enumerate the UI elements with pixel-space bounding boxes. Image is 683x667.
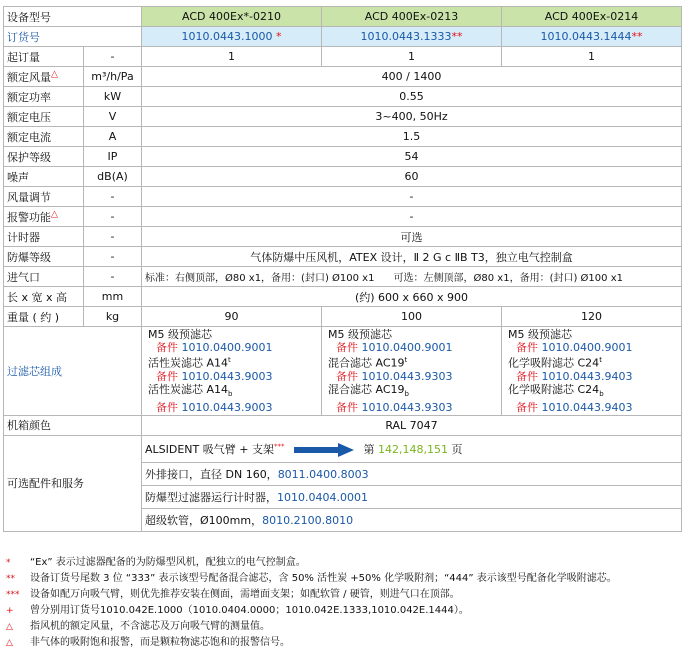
footnote (6, 619, 617, 635)
spec-label (4, 267, 84, 287)
order-code: 1010.0443.1333 (360, 30, 452, 43)
filter-part (502, 370, 681, 383)
option-row (4, 435, 682, 462)
spec-row (4, 207, 682, 227)
spec-row (4, 107, 682, 127)
spec-value: - (142, 187, 682, 207)
spec-unit: A (84, 127, 142, 147)
housing-row (4, 415, 682, 435)
weight-value: 120 (502, 307, 682, 327)
weight-value: 100 (322, 307, 502, 327)
filter-name-text: M5 级预滤芯 (508, 328, 572, 341)
footnote-text: “Ex” 表示过滤器配备的为防爆型风机，配独立的电气控制盒。 (30, 557, 306, 568)
spec-row (4, 127, 682, 147)
moq-value: 1 (502, 47, 682, 67)
spec-row (4, 247, 682, 267)
part-code: 1010.0400.9001 (361, 341, 453, 354)
spec-value: 54 (142, 147, 682, 167)
spec-unit: kW (84, 87, 142, 107)
part-code: 1010.0443.9303 (361, 400, 453, 414)
model-header-row (4, 7, 682, 27)
moq-value: 1 (322, 47, 502, 67)
part-word: 备件 (336, 400, 358, 414)
spec-label (4, 87, 84, 107)
spec-rows (4, 67, 682, 307)
footnote-mark: ** (6, 574, 15, 584)
spec-label-text: 额定电流 (7, 130, 51, 144)
option-arm (142, 435, 682, 462)
spec-label (4, 107, 84, 127)
spec-value: 可选 (142, 227, 682, 247)
option-arm-pages: 142,148,151 (377, 442, 448, 456)
footnote-mark: + (6, 606, 14, 616)
spec-value: 3~400, 50Hz (142, 107, 682, 127)
spec-row (4, 87, 682, 107)
spec-label-text: 进气口 (7, 270, 40, 284)
model-name: ACD 400Ex-0213 (322, 7, 502, 27)
footnote-text: 曾分别用订货号1010.042E.1000（1010.0404.0000；1010.042E.1333,1010.042E.1444）。 (30, 605, 469, 616)
spec-row (4, 227, 682, 247)
order-code-cell (142, 27, 322, 47)
part-word: 备件 (336, 369, 358, 383)
filter-part (322, 341, 501, 354)
filter-name-text: 混合滤芯 AC19 (328, 382, 405, 396)
spec-value: 1.5 (142, 127, 682, 147)
filter-name (502, 354, 681, 370)
spec-label-text: 额定电压 (7, 110, 51, 124)
spec-table-wrapper (3, 6, 681, 532)
spec-label-text: 噪声 (7, 170, 29, 184)
spec-label-text: 额定风量 (7, 70, 51, 84)
filter-name (322, 383, 501, 401)
option-arm-mark: *** (273, 442, 285, 451)
housing-value: RAL 7047 (142, 415, 682, 435)
footnote-text: 指风机的额定风量，不含滤芯及万向吸气臂的测量值。 (30, 621, 270, 632)
footnote-mark: * (6, 558, 11, 568)
filter-mark: b (599, 389, 604, 398)
order-mark: ** (451, 30, 463, 43)
spec-value: 400 / 1400 (142, 67, 682, 87)
footnote (6, 603, 617, 619)
option-hose-code: 8010.2100.8010 (262, 513, 354, 527)
part-word: 备件 (336, 341, 358, 354)
spec-label-text: 风量调节 (7, 190, 51, 204)
spec-value: 标准：右侧顶部，Ø80 x1，备用：(封口) Ø100 x1 可选：左侧顶部，Ø80 x1，备用：(封口) Ø100 x1 (142, 267, 682, 287)
warning-triangle-icon: △ (51, 208, 58, 219)
moq-label: 起订量 (4, 47, 84, 67)
moq-unit: - (84, 47, 142, 67)
weight-value: 90 (142, 307, 322, 327)
weight-unit: kg (84, 307, 142, 327)
spec-unit: - (84, 207, 142, 227)
spec-unit: - (84, 267, 142, 287)
moq-value: 1 (142, 47, 322, 67)
spec-unit: - (84, 187, 142, 207)
filter-name (502, 328, 681, 341)
filter-name (322, 354, 501, 370)
filter-column (502, 327, 682, 416)
order-row (4, 27, 682, 47)
order-code: 1010.0443.1444 (540, 30, 632, 43)
filter-column (322, 327, 502, 416)
footnote-mark: *** (6, 590, 20, 600)
order-code: 1010.0443.1000 (181, 30, 273, 43)
filter-mark: t (404, 356, 408, 364)
spec-unit: V (84, 107, 142, 127)
option-arm-text: ALSIDENT 吸气臂 + 支架 (145, 442, 274, 456)
option-port-text: 外排接口，直径 DN 160， (145, 467, 278, 481)
order-code-cell (322, 27, 502, 47)
spec-label (4, 127, 84, 147)
footnote-text: 设备如配万向吸气臂，则优先推荐安装在侧面，需增面支架；如配软管 / 硬管，则进气口在顶部。 (30, 589, 460, 600)
part-code: 1010.0443.9003 (181, 369, 273, 383)
arrow-right-icon (294, 443, 354, 457)
part-word: 备件 (156, 341, 178, 354)
options-label: 可选配件和服务 (4, 435, 142, 531)
spec-label (4, 147, 84, 167)
filter-part (502, 401, 681, 414)
part-word: 备件 (516, 369, 538, 383)
filter-part (142, 341, 321, 354)
filter-mark: b (404, 389, 409, 398)
spec-unit: m³/h/Pa (84, 67, 142, 87)
filter-name (142, 328, 321, 341)
filter-name (502, 383, 681, 401)
footnote (6, 571, 617, 587)
filter-label: 过滤芯组成 (4, 327, 142, 416)
filter-name (322, 328, 501, 341)
filter-part (322, 370, 501, 383)
footnote-text: 非气体的吸附饱和报警，而是颗粒物滤芯饱和的报警信号。 (30, 637, 290, 648)
spec-unit: mm (84, 287, 142, 307)
spec-label-text: 额定功率 (7, 90, 51, 104)
spec-unit: IP (84, 147, 142, 167)
spec-label-text: 防爆等级 (7, 250, 51, 264)
part-word: 备件 (516, 400, 538, 414)
filter-name-text: 混合滤芯 AC19 (328, 356, 405, 370)
spec-row (4, 147, 682, 167)
spec-label (4, 207, 84, 227)
filter-name-text: 化学吸附滤芯 C24 (508, 382, 600, 396)
spec-unit: dB(A) (84, 167, 142, 187)
footnote (6, 635, 617, 651)
filter-mark: b (228, 389, 233, 398)
option-timer (142, 485, 682, 508)
option-hose (142, 508, 682, 531)
order-code-cell (502, 27, 682, 47)
spec-unit: - (84, 227, 142, 247)
filter-column (142, 327, 322, 416)
filter-name-text: 活性炭滤芯 A14 (148, 382, 229, 396)
filter-name-text: M5 级预滤芯 (148, 328, 212, 341)
spec-label (4, 167, 84, 187)
spec-value: - (142, 207, 682, 227)
filter-part (142, 370, 321, 383)
spec-label (4, 287, 84, 307)
spec-value: 60 (142, 167, 682, 187)
spec-row (4, 167, 682, 187)
spec-label-text: 长 x 宽 x 高 (7, 290, 68, 304)
filter-name-text: 活性炭滤芯 A14 (148, 356, 229, 370)
footnote-text: 设备订货号尾数 3 位 “333” 表示该型号配备混合滤芯，含 50% 活性炭 +50% 化学吸附剂；“444” 表示该型号配备化学吸附滤芯。 (30, 573, 617, 584)
part-word: 备件 (516, 341, 538, 354)
spec-value: 0.55 (142, 87, 682, 107)
option-port-code: 8011.0400.8003 (277, 467, 369, 481)
spec-value: 气体防爆中压风机，ATEX 设计，Ⅱ 2 G c ⅡB T3，独立电气控制盒 (142, 247, 682, 267)
option-timer-code: 1010.0404.0001 (277, 490, 368, 504)
footnote-mark: △ (6, 622, 13, 632)
spec-label-text: 保护等级 (7, 150, 51, 164)
footnote (6, 555, 617, 571)
filter-part (142, 401, 321, 414)
spec-unit: - (84, 247, 142, 267)
warning-triangle-icon: △ (51, 68, 58, 79)
spec-row (4, 67, 682, 87)
part-word: 备件 (156, 369, 178, 383)
option-timer-text: 防爆型过滤器运行计时器， (145, 490, 277, 504)
spec-table (3, 6, 682, 532)
order-mark: ** (631, 30, 643, 43)
spec-label (4, 67, 84, 87)
part-code: 1010.0400.9001 (181, 341, 273, 354)
spec-label (4, 247, 84, 267)
spec-value: (约) 600 x 660 x 900 (142, 287, 682, 307)
filter-name (142, 354, 321, 370)
part-word: 备件 (156, 400, 178, 414)
spec-row (4, 287, 682, 307)
housing-label: 机箱颜色 (4, 415, 142, 435)
filter-name-text: M5 级预滤芯 (328, 328, 392, 341)
order-label: 订货号 (4, 27, 142, 47)
option-arm-prefix: 第 (363, 442, 375, 456)
filter-name-text: 化学吸附滤芯 C24 (508, 356, 600, 370)
part-code: 1010.0443.9403 (541, 369, 633, 383)
footnote (6, 587, 617, 603)
footnote-mark: △ (6, 638, 13, 648)
spec-label-text: 报警功能 (7, 210, 51, 224)
weight-label: 重量 ( 约 ) (4, 307, 84, 327)
filter-row (4, 327, 682, 416)
weight-row (4, 307, 682, 327)
filter-part (322, 401, 501, 414)
model-label: 设备型号 (4, 7, 142, 27)
filter-mark: t (228, 356, 231, 364)
part-code: 1010.0400.9001 (541, 341, 633, 354)
option-port (142, 462, 682, 485)
filter-name (142, 383, 321, 401)
part-code: 1010.0443.9003 (181, 400, 273, 414)
model-name: ACD 400Ex*-0210 (142, 7, 322, 27)
moq-row (4, 47, 682, 67)
spec-row (4, 267, 682, 287)
part-code: 1010.0443.9403 (541, 400, 633, 414)
part-code: 1010.0443.9303 (361, 369, 453, 383)
spec-label-text: 计时器 (7, 230, 40, 244)
spec-row (4, 187, 682, 207)
filter-mark: t (599, 356, 602, 364)
filter-part (502, 341, 681, 354)
order-mark: * (275, 30, 282, 43)
option-arm-suffix: 页 (451, 442, 463, 456)
spec-label (4, 187, 84, 207)
model-name: ACD 400Ex-0214 (502, 7, 682, 27)
spec-label (4, 227, 84, 247)
footnotes (6, 555, 617, 651)
option-hose-text: 超级软管，Ø100mm， (145, 513, 263, 527)
